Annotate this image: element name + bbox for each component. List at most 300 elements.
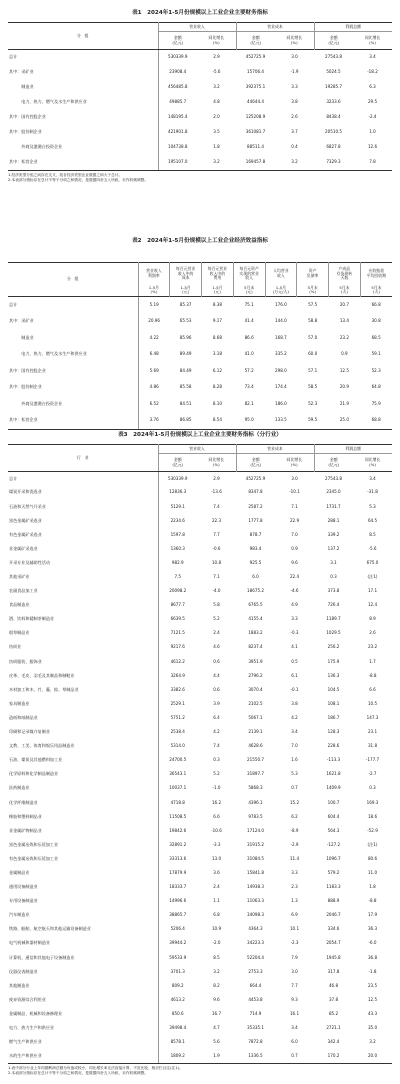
cell-value: 57.2	[244, 367, 254, 373]
cell-value: 144.0	[275, 318, 287, 324]
cell-value: 43.3	[367, 1010, 378, 1016]
cell-value: 2.6	[291, 113, 298, 119]
row-label: 纺织业	[8, 641, 158, 655]
cell-value: 6.0	[252, 574, 259, 579]
cell-value: 27543.8	[325, 54, 342, 60]
table-row	[8, 824, 392, 838]
cell-value: 0.4	[291, 143, 298, 149]
row-label: 总计	[8, 472, 158, 486]
cell-value: 89.49	[179, 351, 192, 357]
cell-value: 39498.4	[169, 1025, 187, 1030]
row-label: 黑色金属矿采选业	[8, 514, 158, 528]
row-label: 其中：国有控股企业	[8, 110, 158, 125]
row-label: 石油、煤炭及其他燃料加工业	[8, 753, 158, 767]
cell-value: 29.5	[367, 98, 378, 104]
table2-section	[8, 236, 392, 430]
table-row	[8, 330, 392, 347]
cell-value: 186.7	[327, 714, 340, 720]
row-label: 通用设备制造业	[8, 880, 158, 894]
amount-header: 金额 (亿元)	[172, 35, 184, 45]
cell-value: 7.7	[213, 531, 220, 537]
table-row	[8, 908, 392, 922]
table2-group-header: 分 组	[8, 263, 138, 297]
cell-value: 10.9	[211, 926, 222, 932]
cell-value: 3.3	[291, 869, 298, 875]
cell-value: -3.3	[212, 841, 221, 847]
cell-value: 5.3	[369, 503, 376, 509]
cell-value: 1336.5	[248, 1053, 263, 1059]
cell-value: 6.48	[149, 351, 159, 357]
cell-value: -31.8	[367, 489, 378, 495]
cell-value: 4718.8	[170, 799, 185, 805]
row-label: 其中：私营企业	[8, 412, 138, 429]
cell-value: 20.7	[339, 301, 349, 307]
table3-revenue-header: 营业收入	[158, 445, 236, 454]
cell-value: 456485.8	[167, 83, 188, 89]
table-row	[8, 669, 392, 683]
cell-value: 3.0	[291, 54, 298, 60]
row-label: 废弃资源综合利用业	[8, 993, 158, 1007]
cell-value: 4.4	[213, 672, 220, 678]
table-row	[8, 50, 392, 65]
cell-value: 32891.2	[169, 841, 187, 847]
cell-value: 6639.5	[170, 616, 185, 622]
table2	[8, 262, 392, 429]
row-label: 其他采矿业	[8, 570, 158, 584]
row-label: 化学纤维制造业	[8, 796, 158, 810]
cell-value: 3.3	[291, 83, 298, 89]
cell-value: 0.6	[213, 686, 220, 692]
cell-value: 7.5	[174, 574, 181, 579]
table1-header-row	[8, 23, 392, 32]
cell-value: 8.10	[212, 400, 222, 406]
cell-value: 3.18	[212, 351, 222, 357]
cell-value: 17.9	[367, 912, 378, 918]
cell-value: 10.8	[211, 559, 222, 565]
cell-value: 1597.8	[170, 531, 185, 537]
cell-value: 0.9	[341, 351, 348, 357]
row-label: 金属制品、机械和设备修理业	[8, 1007, 158, 1021]
table-row	[8, 363, 392, 380]
cell-value: 7.0	[291, 743, 298, 749]
cell-value: 186.0	[275, 400, 287, 406]
cell-value: 2753.3	[248, 968, 263, 974]
cell-value: -10.6	[211, 827, 222, 833]
cell-value: 228.6	[327, 743, 340, 749]
cell-value: 31084.5	[247, 855, 264, 861]
row-label: 橡胶和塑料制品业	[8, 810, 158, 824]
cell-value: 16.2	[211, 799, 222, 805]
cell-value: 22.9	[289, 517, 300, 523]
cell-value: 52.3	[308, 400, 318, 406]
unit-header: 1-5月 (万元/人)	[265, 285, 297, 297]
cell-value: 37.8	[328, 996, 339, 1002]
unit-header: 1-5月 (元)	[202, 285, 234, 297]
cell-value: -1.8	[368, 968, 377, 974]
table-row	[8, 500, 392, 514]
cell-value: 2.4	[213, 884, 220, 890]
cell-value: 7.1	[291, 503, 298, 509]
table-row	[8, 641, 392, 655]
cell-value: 75.1	[244, 301, 254, 307]
cell-value: -0.3	[290, 630, 299, 636]
table-row	[8, 514, 392, 528]
cell-value: 675.0	[366, 559, 379, 565]
cell-value: 3.1	[330, 559, 337, 565]
cell-value: 7.8	[369, 158, 376, 164]
cell-value: 2.3	[291, 884, 298, 890]
cell-value: 4155.4	[248, 616, 263, 622]
cell-value: 35.0	[367, 1025, 378, 1030]
cell-value: 19285.7	[325, 83, 342, 89]
cell-value: 1.8	[369, 884, 376, 890]
cell-value: 6.4	[213, 714, 220, 720]
cell-value: 7.4	[213, 743, 220, 749]
cell-value: 9.6	[213, 996, 220, 1002]
row-label: 外商及港澳台投资企业	[8, 140, 158, 155]
row-label: 化学原料和化学制品制造业	[8, 767, 158, 781]
table-row	[8, 810, 392, 824]
cell-value: 85.37	[179, 301, 192, 307]
cell-value: 3.7	[291, 128, 298, 134]
cell-value: 136.3	[327, 672, 340, 678]
cell-value: 3.4	[291, 1025, 298, 1030]
cell-value: 11.0	[367, 869, 378, 875]
row-label: 仪器仪表制造业	[8, 965, 158, 979]
cell-value: 5.2	[213, 771, 220, 777]
table-row	[8, 584, 392, 598]
cell-value: 982.9	[171, 559, 184, 565]
table3-industry-header: 行 业	[8, 445, 158, 472]
cell-value: 4612.2	[170, 658, 185, 664]
cell-value: 12836.3	[169, 489, 187, 495]
table1-note: 1.经济类型分组之间存在交叉，故各经济类型企业数据之和大于总计。	[8, 172, 123, 177]
table1	[8, 22, 392, 170]
cell-value: 7872.8	[248, 1039, 263, 1045]
cell-value: 925.5	[249, 559, 262, 565]
cell-value: 3.8	[291, 700, 298, 706]
cell-value: 22.4	[289, 574, 300, 579]
cell-value: 1189.7	[326, 616, 341, 622]
cell-value: 4.9	[291, 602, 298, 608]
cell-value: 64.8	[371, 384, 381, 390]
table-row	[8, 627, 392, 641]
cell-value: 21550.7	[247, 757, 264, 763]
row-label: 皮革、毛皮、羽毛及其制品和制鞋业	[8, 669, 158, 683]
cell-value: 1809.2	[170, 1053, 185, 1059]
cell-value: 14996.6	[169, 898, 187, 904]
cell-value: 20.0	[367, 1053, 378, 1059]
cell-value: 339.2	[327, 531, 340, 537]
cell-value: -5.6	[368, 545, 377, 551]
cell-value: 23.2	[367, 644, 378, 650]
cell-value: -10.1	[289, 489, 300, 495]
cell-value: 809.2	[171, 982, 184, 988]
cell-value: 3.4	[369, 54, 376, 60]
cell-value: 128.3	[327, 729, 340, 735]
cell-value: 23.1	[367, 729, 378, 735]
cell-value: 4628.6	[248, 743, 263, 749]
cell-value: 3.5	[213, 128, 220, 134]
cell-value: 18.6	[367, 813, 378, 819]
cell-value: 564.3	[327, 827, 340, 833]
cell-value: 2.4	[213, 630, 220, 636]
cell-value: 0.3	[369, 785, 376, 791]
cell-value: 34223.3	[247, 940, 264, 946]
cell-value: 3.2	[213, 968, 220, 974]
cell-value: 12.5	[339, 367, 349, 373]
cell-value: 1096.7	[326, 855, 341, 861]
cell-value: 850.6	[171, 1010, 184, 1016]
cell-value: 17.1	[367, 588, 378, 594]
cell-value: 12.4	[367, 602, 378, 608]
table1-cost-header: 营业成本	[236, 23, 314, 32]
cell-value: 2796.2	[248, 672, 263, 678]
table3-note: 1.表中部分行业上年同期利润总额为负值或较小，同比增长率无法直接计算，不宜比较，相应栏目注(注1)。	[8, 1066, 183, 1071]
row-label: 制造业	[8, 330, 138, 347]
cell-value: 3701.3	[170, 968, 185, 974]
indicator-header: 营业收入 利润率	[138, 263, 170, 285]
cell-value: -4.6	[290, 588, 299, 594]
table-row	[8, 65, 392, 80]
cell-value: 11508.5	[169, 813, 187, 819]
cell-value: -177.7	[365, 757, 380, 763]
cell-value: 2538.4	[170, 729, 185, 735]
cell-value: 5067.1	[248, 714, 263, 720]
cell-value: 75.9	[371, 400, 381, 406]
cell-value: 3951.9	[248, 658, 263, 664]
cell-value: 147.3	[366, 714, 379, 720]
cell-value: 5.2	[213, 616, 220, 622]
cell-value: 100.7	[327, 799, 340, 805]
amount-header: 金额 (亿元)	[250, 35, 262, 45]
cell-value: 34098.3	[247, 912, 264, 918]
cell-value: 3.76	[149, 417, 159, 423]
cell-value: 41.0	[244, 351, 254, 357]
cell-value: 10037.1	[169, 785, 187, 791]
cell-value: 8.2	[213, 982, 220, 988]
cell-value: 57.5	[308, 301, 318, 307]
cell-value: 1360.3	[170, 545, 185, 551]
cell-value: 36.3	[367, 926, 378, 932]
table1-revenue-header: 营业收入	[158, 23, 236, 32]
table-row	[8, 612, 392, 626]
cell-value: 5129.1	[170, 503, 185, 509]
cell-value: 5024.5	[326, 68, 341, 74]
table-row	[8, 396, 392, 413]
cell-value: 176.0	[275, 301, 287, 307]
cell-value: 35335.1	[247, 1025, 264, 1030]
cell-value: 80.6	[367, 855, 378, 861]
table3	[8, 444, 392, 1063]
cell-value: 15.2	[289, 799, 300, 805]
cell-value: 2.6	[369, 630, 376, 636]
cell-value: 44644.4	[247, 98, 264, 104]
cell-value: 7.9	[291, 954, 298, 960]
cell-value: 6.3	[369, 83, 376, 89]
growth-header: 同比增长 (%)	[197, 454, 236, 472]
row-label: 其他制造业	[8, 979, 158, 993]
table-row	[8, 528, 392, 542]
cell-value: 86.6	[244, 334, 254, 340]
cell-value: 8.54	[212, 417, 222, 423]
cell-value: 3.9	[213, 700, 220, 706]
cell-value: 361081.7	[245, 128, 266, 134]
cell-value: 4.7	[213, 1025, 220, 1030]
row-label: 电力、热力、燃气及水生产和供应业	[8, 346, 138, 363]
cell-value: 888.9	[327, 898, 340, 904]
cell-value: 3.8	[291, 98, 298, 104]
row-label: 造纸和纸制品业	[8, 711, 158, 725]
table2-title: 表2 2024年1-5月份规模以上工业企业经济效益指标	[132, 238, 268, 244]
cell-value: 18333.7	[169, 884, 187, 890]
cell-value: 5206.4	[170, 926, 185, 932]
cell-value: 5751.2	[170, 714, 185, 720]
row-label: 医药制造业	[8, 782, 158, 796]
table-row	[8, 767, 392, 781]
cell-value: 148195.4	[167, 113, 188, 119]
cell-value: 2139.1	[248, 729, 263, 735]
indicator-header: 应收账款 平均回收期	[366, 268, 387, 278]
cell-value: 20.9	[339, 384, 349, 390]
cell-value: 3.0	[291, 968, 298, 974]
table-row	[8, 412, 392, 429]
cell-value: 22.3	[211, 517, 222, 523]
cell-value: 7.7	[291, 982, 298, 988]
cell-value: 20510.5	[325, 128, 342, 134]
cell-value: 59533.9	[169, 954, 187, 960]
cell-value: 317.8	[327, 968, 340, 974]
cell-value: 714.9	[249, 1010, 262, 1016]
cell-value: 6827.8	[326, 143, 341, 149]
row-label: 水的生产和供应业	[8, 1049, 158, 1063]
cell-value: -4.0	[212, 588, 221, 594]
cell-value: 8.28	[212, 384, 222, 390]
indicator-header: 每百元营业 收入中的 费用	[202, 263, 234, 285]
cell-value: 68.8	[371, 417, 381, 423]
cell-value: 4.6	[213, 644, 220, 650]
row-label: 其中：股份制企业	[8, 125, 158, 140]
table-row	[8, 923, 392, 937]
table3-body	[8, 472, 392, 1064]
row-label: 有色金属冶炼和压延加工业	[8, 852, 158, 866]
table-row	[8, 697, 392, 711]
table-row	[8, 993, 392, 1007]
cell-value: 579.2	[327, 869, 340, 875]
cell-value: 3.2	[369, 1039, 376, 1045]
cell-value: 23.2	[339, 334, 349, 340]
cell-value: 104.5	[327, 686, 340, 692]
cell-value: 8237.4	[248, 644, 263, 650]
cell-value: 168.7	[275, 334, 287, 340]
cell-value: 1409.9	[326, 785, 341, 791]
cell-value: 49885.7	[169, 98, 187, 104]
row-label: 非金属矿采选业	[8, 542, 158, 556]
cell-value: 23908.4	[169, 68, 187, 74]
table-row	[8, 556, 392, 570]
cell-value: 0.9	[291, 545, 298, 551]
cell-value: 68.5	[371, 334, 381, 340]
cell-value: 3382.6	[170, 686, 185, 692]
cell-value: 9.17	[212, 318, 222, 324]
cell-value: 3.6	[213, 869, 220, 875]
cell-value: 373.8	[327, 588, 340, 594]
table-row	[8, 472, 392, 486]
table-row	[8, 894, 392, 908]
cell-value: 6.0	[291, 1039, 298, 1045]
row-label: 总计	[8, 297, 138, 314]
cell-value: 8677.7	[170, 602, 185, 608]
cell-value: 108.1	[327, 700, 340, 706]
cell-value: 1.7	[369, 658, 376, 664]
row-label: 铁路、船舶、航空航天和其他运输设备制造业	[8, 923, 158, 937]
cell-value: 14938.3	[247, 884, 264, 890]
cell-value: 95.0	[244, 417, 254, 423]
cell-value: 41.4	[244, 318, 254, 324]
unit-header: 5月末 (元)	[233, 285, 265, 297]
cell-value: 27543.8	[325, 475, 342, 481]
cell-value: 64.5	[367, 517, 378, 523]
cell-value: 4613.2	[170, 996, 185, 1002]
table-row	[8, 140, 392, 155]
cell-value: 4.86	[149, 384, 159, 390]
table-row	[8, 570, 392, 584]
cell-value: 25.0	[339, 417, 349, 423]
table-row	[8, 95, 392, 110]
cell-value: 7121.5	[170, 630, 185, 636]
table1-section	[8, 8, 392, 183]
cell-value: 5.19	[149, 301, 159, 307]
table3-note: 2.本表部分指标存在总计不等于分项之和情况，是数据四舍五入所致，未作机械调整。	[8, 1071, 148, 1076]
table2-body	[8, 297, 392, 429]
cell-value: -2.4	[368, 113, 377, 119]
cell-value: 8578.1	[170, 1039, 185, 1045]
table1-note: 2.本表部分指标存在总计不等于分项之和情况，是数据四舍五入所致，未作机械调整。	[8, 177, 148, 182]
cell-value: -2.9	[290, 841, 299, 847]
cell-value: 8.5	[369, 531, 376, 537]
cell-value: 0.3	[213, 757, 220, 763]
table1-group-header: 分 组	[8, 23, 158, 50]
table-row	[8, 598, 392, 612]
row-label: 其中：私营企业	[8, 155, 158, 170]
cell-value: -2.7	[368, 771, 377, 777]
table1-bottom-rule	[8, 170, 392, 171]
cell-value: 342.4	[327, 1039, 340, 1045]
cell-value: 10.5	[367, 700, 378, 706]
growth-header: 同比增长 (%)	[197, 32, 236, 50]
cell-value: 3.2	[213, 83, 220, 89]
cell-value: 335.2	[275, 351, 287, 357]
table-row	[8, 979, 392, 993]
cell-value: 133.5	[275, 417, 287, 423]
cell-value: -2.0	[212, 940, 221, 946]
cell-value: 288.1	[327, 517, 340, 523]
cell-value: 8438.4	[326, 113, 341, 119]
cell-value: 530339.9	[167, 475, 188, 481]
cell-value: 452725.9	[245, 475, 266, 481]
cell-value: 8.5	[213, 954, 220, 960]
cell-value: 10.1	[289, 926, 300, 932]
cell-value: 31897.7	[247, 771, 264, 777]
cell-value: 85.2	[328, 1010, 339, 1016]
cell-value: 452725.9	[245, 54, 266, 60]
amount-header: 金额 (亿元)	[250, 457, 262, 467]
cell-value: 46.8	[328, 982, 339, 988]
row-label: 酒、饮料和精制茶制造业	[8, 612, 158, 626]
cell-value: -0.1	[290, 686, 299, 692]
cell-value: 8.68	[212, 334, 222, 340]
cell-value: 15841.8	[247, 869, 264, 875]
